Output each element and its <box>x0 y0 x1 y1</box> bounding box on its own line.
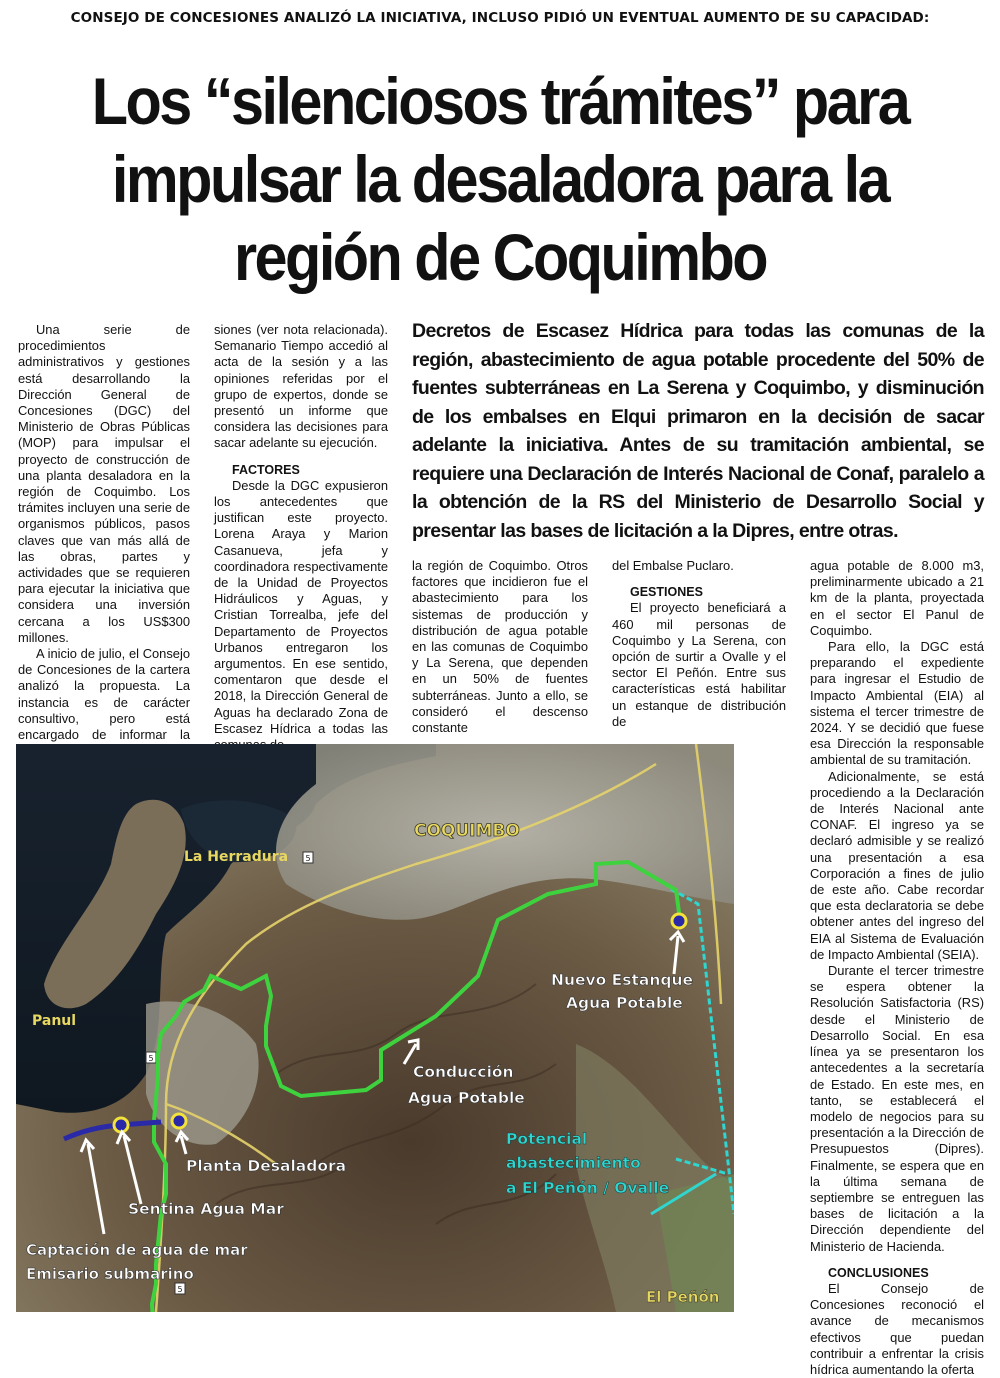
map-label-potencial: Potencial <box>506 1130 588 1148</box>
article-lead: Decretos de Escasez Hídrica para todas las comunas de la región, abastecimiento de agua potable procedente del 50% de fuentes subterráneas en La Serena y Coquimbo, y disminución de los embalses en Elqui primaron en la decisión de sacar adelante la iniciativa. Antes de su tramitación ambiental, se requiere una Declaración de Interés Nacional de Conaf, paralelo a la obtención de la RS del Ministerio de Desarrollo Social y presentar las bases de licitación a la Dipres, entre otras. <box>412 320 984 542</box>
body-paragraph: Durante el tercer trimestre se espera obtener la Resolución Satisfactoria (RS) desde el Ministerio de Desarrollo Social. En esa línea ya se presentaron los antecedentes a la secretaría de Estado. En este mes, en tanto, se establecerá el modelo de negocios para su presentación a la Dirección de Presupuestos (Dipres). Finalmente, se espera que en la última semana de septiembre se entreguen las bases de licitación a la Dirección dependiente del Ministerio de Hacienda. <box>810 963 984 1254</box>
map-label-planta-desaladora: Planta Desaladora <box>186 1157 347 1175</box>
marker-estanque <box>672 914 686 928</box>
section-heading-gestiones: GESTIONES <box>630 585 703 600</box>
section-heading-factores: FACTORES <box>232 462 300 477</box>
project-map-image <box>16 744 734 1312</box>
section-heading-conclusiones: CONCLUSIONES <box>828 1265 929 1280</box>
map-label-panul: Panul <box>32 1013 77 1029</box>
body-paragraph: A inicio de julio, el Consejo de Concesiones de la cartera analizó la propuesta. La instancia es de carácter consultivo, pero está encargado de informar la <box>18 646 190 743</box>
map-label-el-penon: El Peñón <box>646 1288 720 1306</box>
body-paragraph: Para ello, la DGC está preparando el expediente para ingresar el Estudio de Impacto Ambiental (EIA) al sistema el tercer trimestre de 2024. Y se decidió que fuese esa Dirección la responsable ambiental de su tramitación. <box>810 639 984 768</box>
body-column-5 <box>810 558 984 1378</box>
marker-sentina <box>114 1118 128 1132</box>
map-label-agua-potable: Agua Potable <box>566 994 683 1012</box>
body-paragraph: siones (ver nota relacionada). Semanario Tiempo accedió al acta de la sesión y a las opiniones referidas por el grupo de expertos, donde se presentó un informe que considera las decisiones para sacar adelante su ejecución. <box>214 322 388 451</box>
body-column-1 <box>18 322 190 792</box>
road-shield-label: 5 <box>177 1285 183 1294</box>
body-paragraph: agua potable de 8.000 m3, preliminarmente ubicado a 21 km de la planta, proyectada en el sector El Panul de Coquimbo. <box>810 558 984 638</box>
map-label-la-herradura: La Herradura <box>184 849 289 865</box>
body-paragraph: del Embalse Puclaro. <box>612 558 734 573</box>
body-paragraph: Adicionalmente, se está procediendo a la Declaración de Interés Nacional ante CONAF. El ingreso ya se declaró admisible y se realizó una presentación a esa Corporación a fines de julio de este año. Cabe recordar que esta declaratoria se debe obtener antes del ingreso del EIA al Sistema de Evaluación de Impacto Ambiental (SEIA). <box>810 768 984 962</box>
body-paragraph: Desde la DGC expusieron los antecedentes que justifican este proyecto. Lorena Araya y Marion Casanueva, jefa y coordinadora respectivamente de la Unidad de Proyectos Hidráulicos y Aguas, y Cristian Torrealba, jefe del Departamento de Proyectos Urbanos entregaron los argumentos. En ese sentido, comentaron que desde el 2018, la Dirección General de Aguas ha declarado Zona de Escasez Hídrica a todas las <box>214 477 388 736</box>
body-column-3 <box>412 558 588 736</box>
map-label-nuevo-estanque: Nuevo Estanque <box>551 971 694 989</box>
marker-planta <box>172 1114 186 1128</box>
body-column-2 <box>214 322 388 753</box>
body-paragraph: El Consejo de Concesiones reconoció el avance de mecanismos efectivos que puedan contribuir a enfrentar la crisis hídrica aumentando la oferta <box>810 1280 984 1377</box>
body-column-4 <box>612 558 786 730</box>
map-label-conduccion-agua: Agua Potable <box>408 1089 525 1107</box>
body-paragraph: la región de Coquimbo. Otros factores que incidieron fue el abastecimiento para los sistemas de producción y distribución de agua potable en las comunas de Coquimbo y La Serena, que dependen en un 50% de fuentes subterráneas. Junto a ello, se consideró el descenso constante <box>412 558 588 736</box>
map-label-abastecimiento: abastecimiento <box>506 1154 641 1172</box>
map-label-sentina: Sentina Agua Mar <box>128 1200 284 1218</box>
article-headline: Los “silenciosos trámites” para impulsar la desaladora para la región de Coquimbo <box>91 64 909 294</box>
map-label-captacion: Captación de agua de mar <box>26 1241 248 1259</box>
road-shield-label: 5 <box>148 1054 154 1063</box>
body-paragraph: Una serie de procedimientos administrativos y gestiones está desarrollando la Dirección General de Concesiones (DGC) del Ministerio de Obras Públicas (MOP) para impulsar el proyecto de construcción de una planta desaladora en la región de Coquimbo. Los trámites incluyen una serie de organismos públicos, pasos claves que van más allá de las obras, partes y actividades que se requieren para ejecutar la iniciativa que considera una inversión cercana a los US$300 millones. <box>18 322 190 645</box>
map-label-coquimbo: COQUIMBO <box>414 821 520 841</box>
article-kicker: CONSEJO DE CONCESIONES ANALIZÓ LA INICIATIVA, INCLUSO PIDIÓ UN EVENTUAL AUMENTO DE SU CAPACIDAD: <box>70 10 930 26</box>
road-shield-label: 5 <box>305 854 311 863</box>
body-paragraph: El proyecto beneficiará a 460 mil personas de Coquimbo y La Serena, con opción de surtir a Ovalle y el sector El Peñón. Entre sus características está habilitar un estanque de distribución de <box>612 600 786 729</box>
map-label-conduccion: Conducción <box>413 1063 514 1081</box>
map-label-el-penon-ovalle: a El Peñón / Ovalle <box>506 1179 670 1197</box>
map-label-emisario: Emisario submarino <box>26 1265 194 1283</box>
